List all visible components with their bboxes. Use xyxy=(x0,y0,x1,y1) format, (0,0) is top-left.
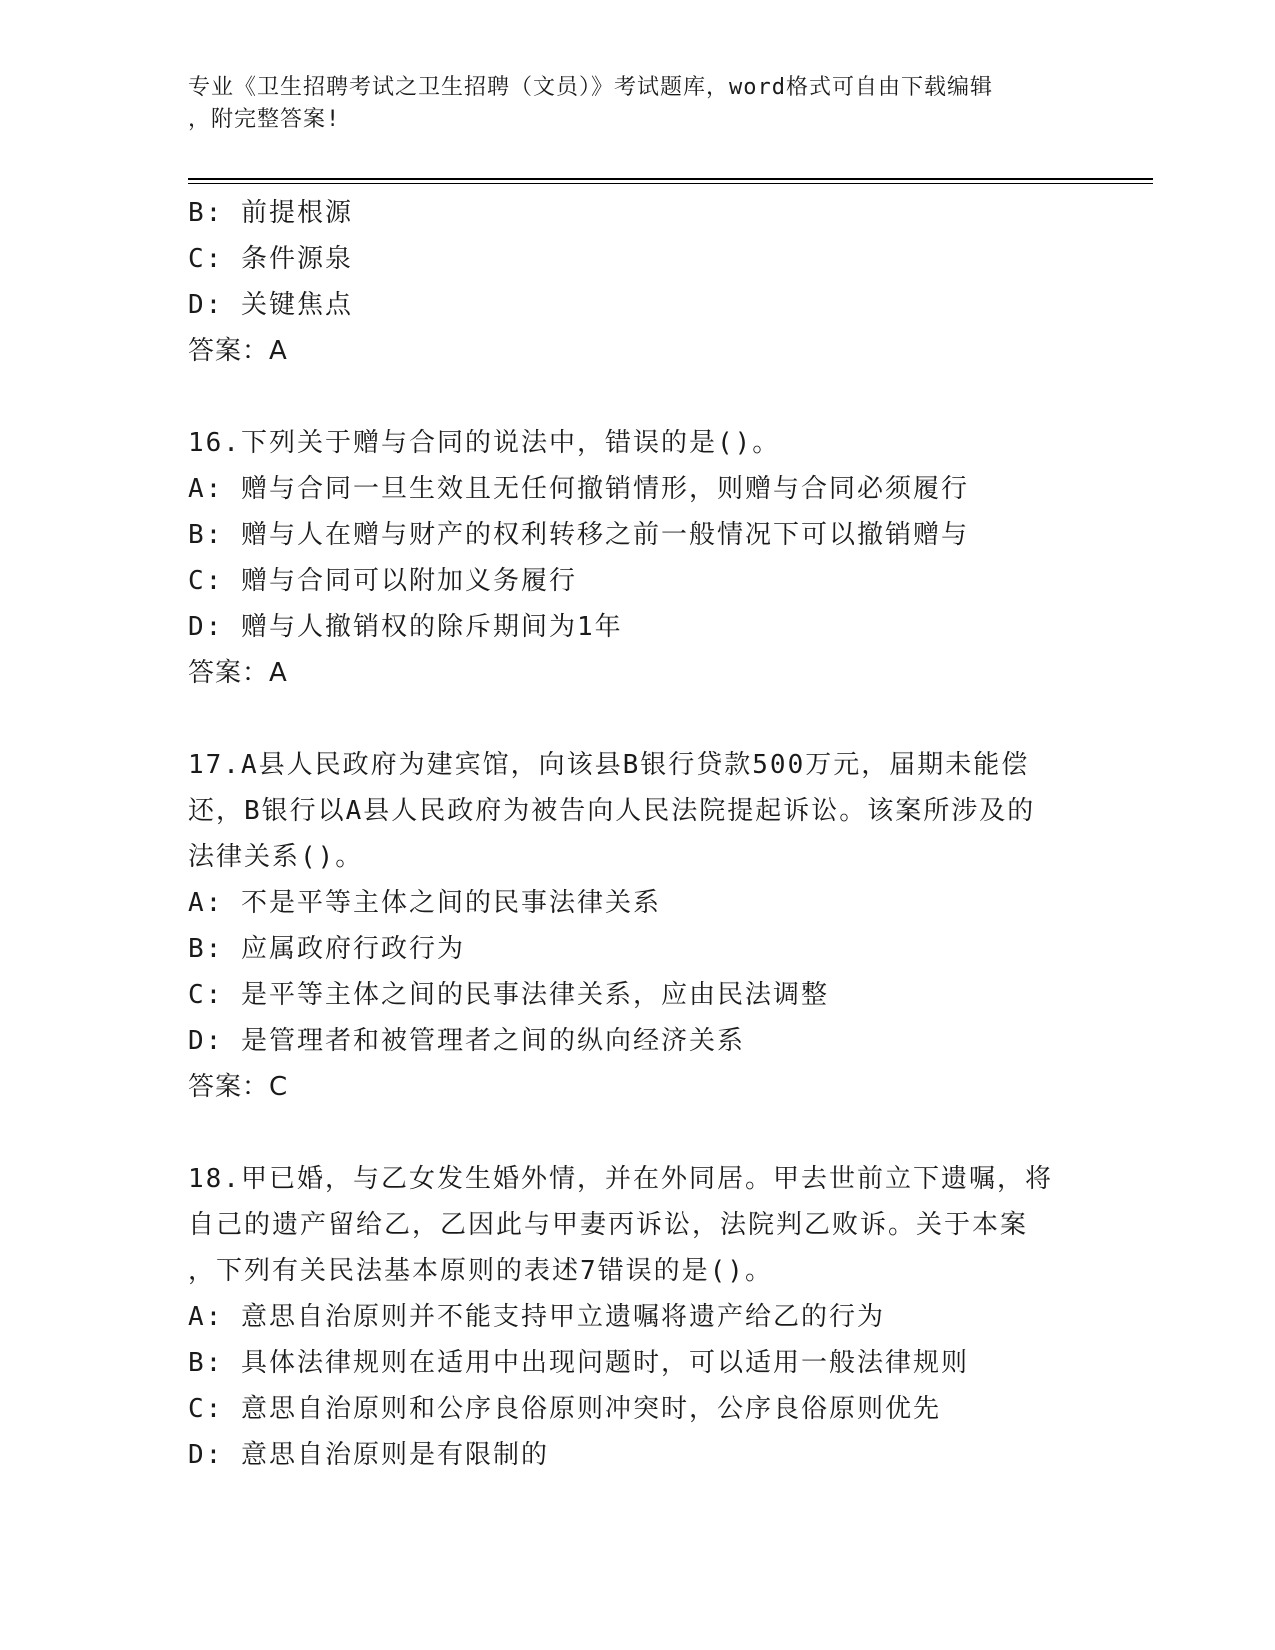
option-c: C: 条件源泉 xyxy=(188,244,353,274)
question-16 xyxy=(188,420,1153,696)
option-b: B: 前提根源 xyxy=(188,198,353,228)
question-stem-line-2: 还，B银行以A县人民政府为被告向人民法院提起诉讼。该案所涉及的 xyxy=(188,796,1036,826)
option-b: B: 应属政府行政行为 xyxy=(188,934,465,964)
answer-line: 答案：A xyxy=(188,336,288,366)
question-stem-line-3: ，下列有关民法基本原则的表述7错误的是()。 xyxy=(188,1256,773,1286)
header-rule-thin xyxy=(188,183,1153,184)
option-c: C: 赠与合同可以附加义务履行 xyxy=(188,566,577,596)
question-17 xyxy=(188,742,1153,1110)
option-d: D: 意思自治原则是有限制的 xyxy=(188,1440,549,1470)
answer-line: 答案：A xyxy=(188,658,288,688)
question-stem: 16.下列关于赠与合同的说法中，错误的是()。 xyxy=(188,428,781,458)
option-b: B: 具体法律规则在适用中出现问题时，可以适用一般法律规则 xyxy=(188,1348,969,1378)
question-list xyxy=(188,190,1153,1478)
question-15-continued xyxy=(188,190,1153,374)
option-d: D: 赠与人撤销权的除斥期间为1年 xyxy=(188,612,623,642)
option-c: C: 意思自治原则和公序良俗原则冲突时，公序良俗原则优先 xyxy=(188,1394,941,1424)
document-header xyxy=(188,72,1088,136)
header-rule-thick xyxy=(188,178,1153,180)
spacer xyxy=(188,374,1153,420)
option-c: C: 是平等主体之间的民事法律关系，应由民法调整 xyxy=(188,980,829,1010)
question-stem-line-3: 法律关系()。 xyxy=(188,842,364,872)
option-a: A: 意思自治原则并不能支持甲立遗嘱将遗产给乙的行为 xyxy=(188,1302,885,1332)
option-b: B: 赠与人在赠与财产的权利转移之前一般情况下可以撤销赠与 xyxy=(188,520,969,550)
option-a: A: 不是平等主体之间的民事法律关系 xyxy=(188,888,661,918)
header-line-1: 专业《卫生招聘考试之卫生招聘（文员）》考试题库，word格式可自由下载编辑 xyxy=(188,75,993,100)
answer-line: 答案：C xyxy=(188,1072,289,1102)
header-line-2: ，附完整答案! xyxy=(188,107,341,132)
question-stem-line-1: 17.A县人民政府为建宾馆，向该县B银行贷款500万元，届期未能偿 xyxy=(188,750,1030,780)
option-d: D: 是管理者和被管理者之间的纵向经济关系 xyxy=(188,1026,745,1056)
option-d: D: 关键焦点 xyxy=(188,290,353,320)
spacer xyxy=(188,1110,1153,1156)
question-stem-line-1: 18.甲已婚，与乙女发生婚外情，并在外同居。甲去世前立下遗嘱，将 xyxy=(188,1164,1053,1194)
question-stem-line-2: 自己的遗产留给乙，乙因此与甲妻丙诉讼，法院判乙败诉。关于本案 xyxy=(188,1210,1029,1240)
spacer xyxy=(188,696,1153,742)
question-18 xyxy=(188,1156,1153,1478)
option-a: A: 赠与合同一旦生效且无任何撤销情形，则赠与合同必须履行 xyxy=(188,474,969,504)
